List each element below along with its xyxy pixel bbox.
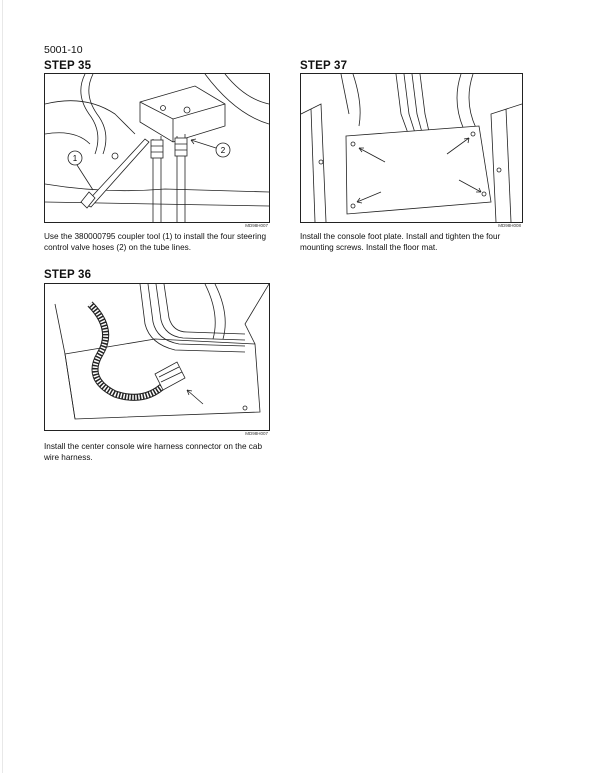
step-37-illustration — [301, 74, 522, 222]
step-35-figure-code: MD98H007 — [245, 223, 268, 228]
step-35-heading: STEP 35 — [44, 60, 92, 72]
step-37-figure — [300, 73, 523, 223]
page-number: 5001-10 — [44, 44, 83, 56]
step-37-figure-code: MD98H008 — [498, 223, 521, 228]
step-35-illustration — [45, 74, 269, 222]
step-35-caption: Use the 380000795 coupler tool (1) to install the four steering control valve hoses (2) on the tube lines. — [44, 232, 267, 252]
step-36-figure-code: MD98H007 — [245, 431, 268, 436]
page-edge-rule — [2, 0, 3, 773]
step-37-caption: Install the console foot plate. Install and tighten the four mounting screws. Install the floor mat. — [300, 232, 501, 252]
step-36-figure — [44, 283, 270, 431]
callout-2-label: 2 — [220, 146, 226, 155]
step-36-illustration — [45, 284, 269, 430]
step-35-figure — [44, 73, 270, 223]
step-37-heading: STEP 37 — [300, 60, 348, 72]
step-36-caption: Install the center console wire harness connector on the cab wire harness. — [44, 442, 263, 462]
callout-1-label: 1 — [72, 154, 78, 163]
step-36-heading: STEP 36 — [44, 269, 92, 281]
